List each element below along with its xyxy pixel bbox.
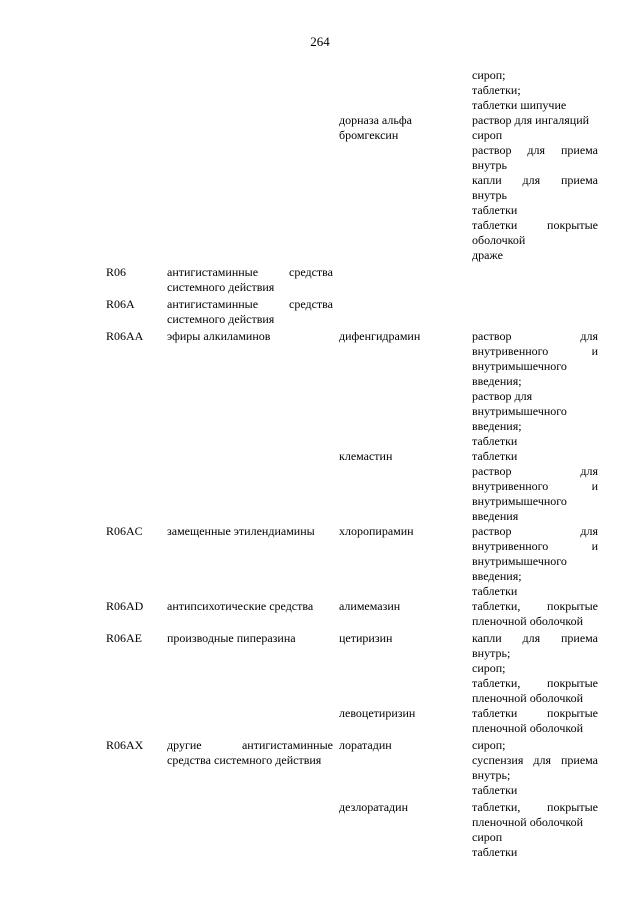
dosage-form: таблетки, покрытые пленочной оболочкой: [472, 599, 598, 628]
atc-code: R06AA: [106, 329, 144, 343]
atc-group: антигистаминные средства системного действия: [167, 297, 333, 326]
drug-name: бромгексин: [339, 128, 399, 142]
atc-code: R06AE: [106, 631, 142, 645]
drug-table: [106, 68, 598, 860]
dosage-form: раствор для внутривенного и внутримышечного введения;: [472, 524, 598, 583]
drug-name: [333, 68, 469, 113]
page-number: 264: [310, 34, 330, 49]
dosage-form: таблетки: [472, 449, 518, 463]
table-row: [106, 738, 598, 798]
dosage-form: раствор для внутривенного и внутримышечного введения;: [472, 329, 598, 388]
dosage-form: таблетки: [472, 203, 518, 217]
dosage-forms: [472, 128, 598, 263]
dosage-forms: [472, 631, 598, 706]
table-row: [106, 800, 598, 860]
dosage-forms: [472, 297, 598, 327]
atc-group: [167, 800, 333, 860]
table-row: [106, 524, 598, 599]
table-row: [106, 706, 598, 736]
atc-group: замещенные этилендиамины: [167, 524, 315, 538]
table-row: [106, 297, 598, 327]
drug-name: дезлоратадин: [339, 800, 408, 814]
atc-group: [167, 706, 333, 736]
dosage-form: раствор для приема внутрь: [472, 143, 598, 172]
drug-name: клемастин: [339, 449, 393, 463]
atc-code: [106, 128, 167, 263]
drug-name: дифенгидрамин: [339, 329, 421, 343]
dosage-forms: [472, 706, 598, 736]
dosage-form: капли для приема внутрь;: [472, 631, 598, 660]
atc-code: [106, 800, 167, 860]
atc-group: антипсихотические средства: [167, 599, 314, 613]
atc-code: R06AD: [106, 599, 144, 613]
dosage-form: раствор для внутримышечного введения;: [472, 389, 567, 433]
atc-code: R06A: [106, 297, 135, 311]
drug-name: лоратадин: [339, 738, 392, 752]
table-row: [106, 68, 598, 113]
drug-name: алимемазин: [339, 599, 401, 613]
atc-code: R06: [106, 265, 127, 279]
atc-code: [106, 449, 167, 524]
atc-code: [106, 113, 167, 128]
dosage-forms: [472, 329, 598, 449]
dosage-form: сироп: [472, 128, 503, 142]
drug-name: [333, 297, 469, 327]
atc-group: производные пиперазина: [167, 631, 296, 645]
dosage-form: таблетки шипучие: [472, 98, 567, 112]
atc-code: R06AC: [106, 524, 143, 538]
dosage-forms: [472, 265, 598, 295]
dosage-forms: [472, 113, 598, 128]
atc-group: антигистаминные средства системного действия: [167, 265, 333, 294]
dosage-form: таблетки: [472, 584, 518, 598]
table-row: [106, 631, 598, 706]
table-row: [106, 329, 598, 449]
dosage-forms: [472, 800, 598, 860]
atc-code: [106, 68, 167, 113]
dosage-form: таблетки: [472, 434, 518, 448]
atc-group: [167, 113, 333, 128]
dosage-form: таблетки, покрытые пленочной оболочкой: [472, 800, 598, 829]
dosage-form: таблетки: [472, 845, 518, 859]
table-row: [106, 128, 598, 263]
drug-name: дорназа альфа: [339, 113, 412, 127]
dosage-forms: [472, 599, 598, 629]
dosage-forms: [472, 68, 598, 113]
drug-name: цетиризин: [339, 631, 393, 645]
drug-name: [333, 265, 469, 295]
atc-group: другие антигистаминные средства системного действия: [167, 738, 333, 767]
dosage-form: суспензия для приема внутрь;: [472, 753, 598, 782]
atc-group: [167, 449, 333, 524]
dosage-form: таблетки: [472, 783, 518, 797]
dosage-forms: [472, 738, 598, 798]
dosage-forms: [472, 449, 598, 524]
dosage-form: драже: [472, 248, 503, 262]
dosage-form: таблетки покрытые пленочной оболочкой: [472, 706, 598, 735]
table-row: [106, 599, 598, 629]
table-row: [106, 265, 598, 295]
drug-name: хлоропирамин: [339, 524, 414, 538]
drug-name: левоцетиризин: [339, 706, 416, 720]
table-row: [106, 449, 598, 524]
dosage-form: раствор для внутривенного и внутримышечного введения: [472, 464, 598, 523]
dosage-form: раствор для ингаляций: [472, 113, 590, 127]
dosage-form: капли для приема внутрь: [472, 173, 598, 202]
atc-code: R06AX: [106, 738, 144, 752]
atc-group: эфиры алкиламинов: [167, 329, 271, 343]
dosage-form: таблетки покрытые оболочкой: [472, 218, 598, 247]
atc-group: [167, 68, 333, 113]
dosage-form: сироп: [472, 830, 503, 844]
dosage-forms: [472, 524, 598, 599]
dosage-form: сироп;: [472, 738, 506, 752]
table-row: [106, 113, 598, 128]
dosage-form: таблетки, покрытые пленочной оболочкой: [472, 676, 598, 705]
dosage-form: сироп;: [472, 68, 506, 82]
atc-group: [167, 128, 333, 263]
atc-code: [106, 706, 167, 736]
dosage-form: таблетки;: [472, 83, 521, 97]
dosage-form: сироп;: [472, 661, 506, 675]
